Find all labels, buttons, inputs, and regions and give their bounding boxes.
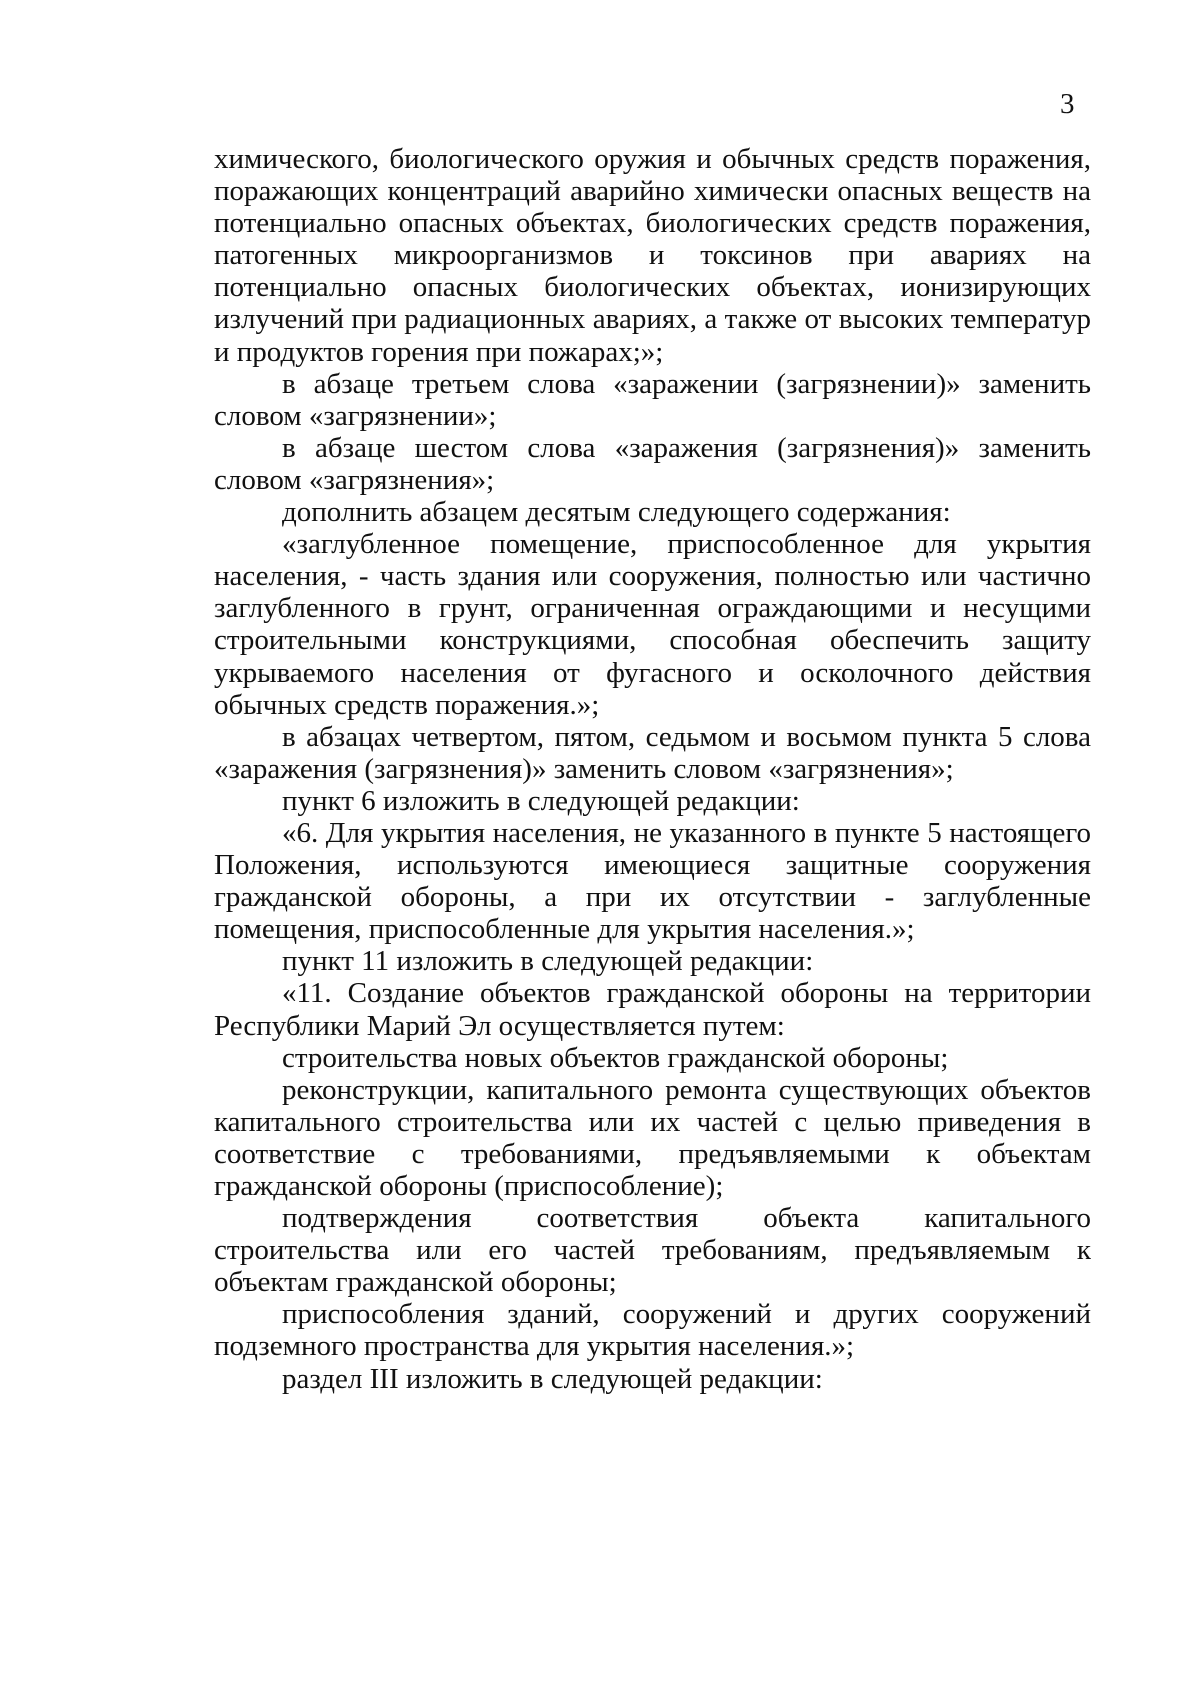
- paragraph: в абзацах четвертом, пятом, седьмом и восьмом пункта 5 слова «заражения (загрязнения)» заменить словом «загрязнения»;: [214, 720, 1091, 785]
- paragraph: дополнить абзацем десятым следующего содержания:: [282, 496, 951, 529]
- body-text: [214, 143, 1091, 1395]
- page-number: 3: [1060, 88, 1075, 120]
- paragraph: раздел III изложить в следующей редакции:: [282, 1362, 823, 1395]
- paragraph: пункт 6 изложить в следующей редакции:: [282, 784, 800, 817]
- paragraph: в абзаце шестом слова «заражения (загрязнения)» заменить словом «загрязнения»;: [214, 431, 1091, 496]
- paragraph: приспособления зданий, сооружений и других сооружений подземного пространства для укрытия населения.»;: [214, 1298, 1091, 1363]
- paragraph: в абзаце третьем слова «заражении (загрязнении)» заменить словом «загрязнении»;: [214, 367, 1091, 432]
- paragraph: «6. Для укрытия населения, не указанного в пункте 5 настоящего Положения, используются имеющиеся защитные сооружения гражданской обороны, а при их отсутствии - заглубленные помещения, приспособленные для укрытия населения.»;: [214, 816, 1091, 946]
- paragraph: пункт 11 изложить в следующей редакции:: [282, 945, 814, 978]
- paragraph: строительства новых объектов гражданской обороны;: [282, 1041, 949, 1074]
- paragraph: «заглубленное помещение, приспособленное для укрытия населения, - часть здания или сооружения, полностью или частично заглубленного в грунт, ограниченная ограждающими и несущими строительными конструкциями, способная обеспечить защиту укрываемого населения от фугасного и осколочного действия обычных средств поражения.»;: [214, 528, 1091, 721]
- paragraph: «11. Создание объектов гражданской обороны на территории Республики Марий Эл осуществляется путем:: [214, 977, 1091, 1042]
- paragraph: подтверждения соответствия объекта капитального строительства или его частей требованиям, предъявляемым к объектам гражданской обороны;: [214, 1202, 1091, 1299]
- paragraph: реконструкции, капитального ремонта существующих объектов капитального строительства или их частей с целью приведения в соответствие с требованиями, предъявляемыми к объектам гражданской обороны (приспособление);: [214, 1073, 1091, 1202]
- paragraph-continuation: химического, биологического оружия и обычных средств поражения, поражающих концентраций аварийно химически опасных веществ на потенциально опасных объектах, биологических средств поражения, патогенных микроорганизмов и токсинов при авариях на потенциально опасных биологических объектах, ионизирующих излучений при радиационных авариях, а также от высоких температур и продуктов горения при пожарах;»;: [214, 143, 1091, 368]
